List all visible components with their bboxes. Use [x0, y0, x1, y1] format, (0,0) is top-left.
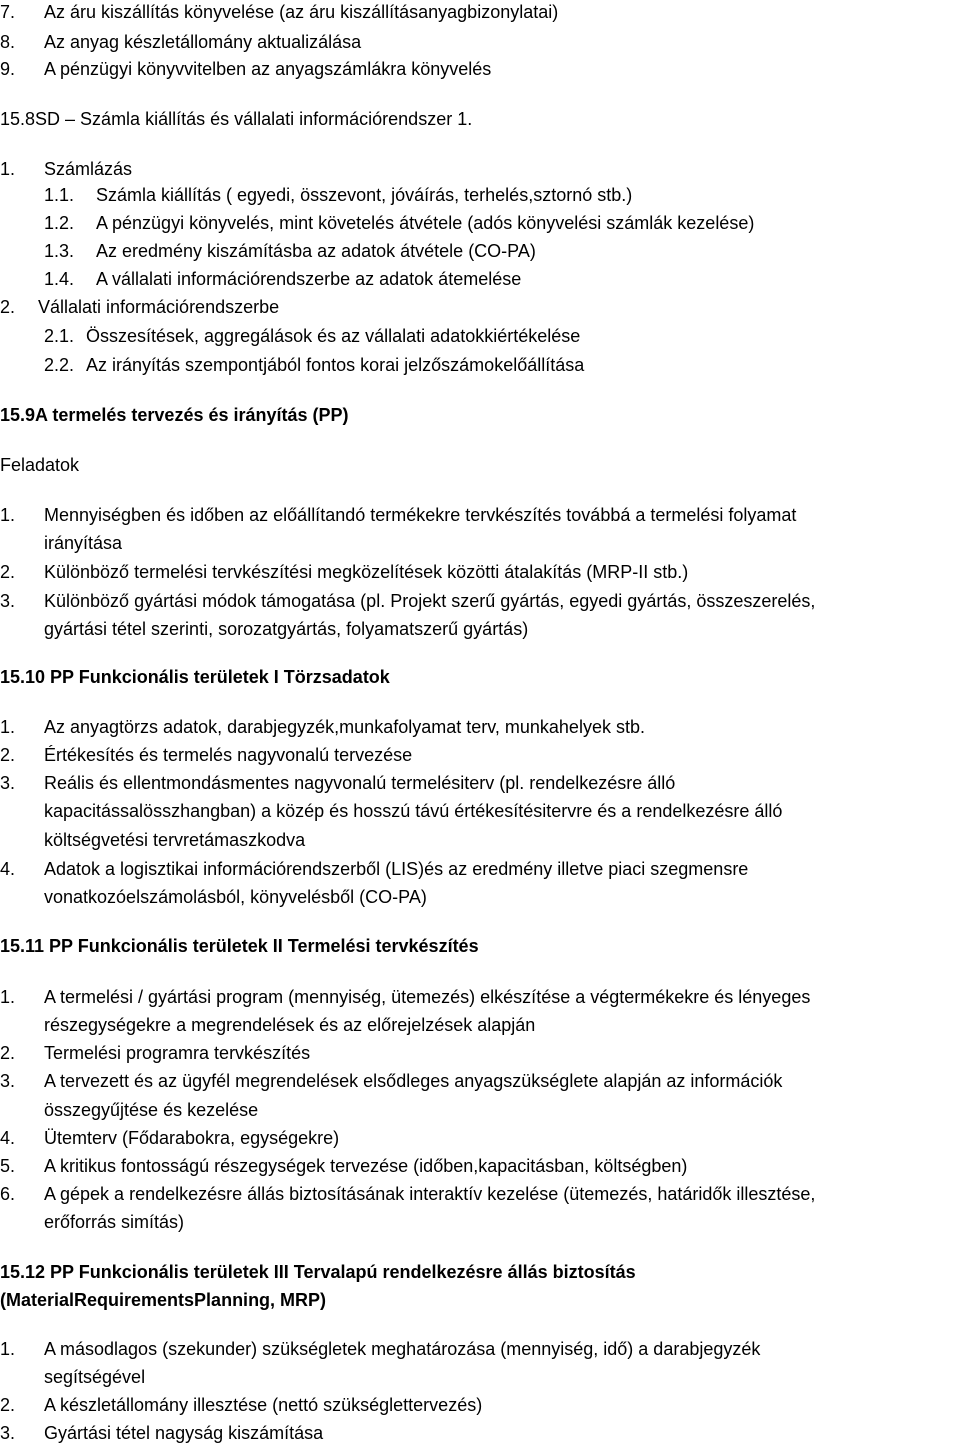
- list-item-text: A pénzügyi könyvelés, mint követelés átvétele (adós könyvelési számlák kezelése): [96, 213, 755, 233]
- list-item-number: 4.: [0, 859, 16, 879]
- list-item-text-cont: részegységekre a megrendelések és az előrejelzések alapján: [44, 1015, 536, 1035]
- list-item-number: 1.: [0, 717, 16, 737]
- list-item-number: 1.: [0, 505, 16, 525]
- section-heading: 15.8SD – Számla kiállítás és vállalati információrendszer 1.: [0, 109, 473, 129]
- list-item-text: Számlázás: [44, 159, 133, 179]
- list-item-number: 1.: [0, 987, 16, 1007]
- list-item-number: 6.: [0, 1184, 16, 1204]
- list-item-number: 8.: [0, 32, 16, 52]
- list-item-number: 2.: [0, 1043, 16, 1063]
- list-item-text: A termelési / gyártási program (mennyiség, ütemezés) elkészítése a végtermékekre és lényeges: [44, 987, 811, 1007]
- list-item-text: Az anyag készletállomány aktualizálása: [44, 32, 362, 52]
- list-item-text: A vállalati információrendszerbe az adatok átemelése: [96, 269, 522, 289]
- list-item-text-cont: vonatkozóelszámolásból, könyvelésből (CO-PA): [44, 887, 427, 907]
- list-item-number: 2.: [0, 745, 16, 765]
- list-item-number: 2.: [0, 562, 16, 582]
- list-item-number: 1.4.: [44, 269, 75, 289]
- list-item-text: A készletállomány illesztése (nettó szükséglettervezés): [44, 1395, 483, 1415]
- list-item-number: 3.: [0, 591, 16, 611]
- list-item-text: Különböző gyártási módok támogatása (pl. Projekt szerű gyártás, egyedi gyártás, összeszerelés,: [44, 591, 816, 611]
- list-item-text: A kritikus fontosságú részegységek tervezése (időben,kapacitásban, költségben): [44, 1156, 688, 1176]
- list-item-text: Az eredmény kiszámításba az adatok átvétele (CO-PA): [96, 241, 536, 261]
- list-item-number: 1.3.: [44, 241, 75, 261]
- list-item-text-cont: erőforrás simítás): [44, 1212, 185, 1232]
- list-item-number: 9.: [0, 59, 16, 79]
- list-item-text: A másodlagos (szekunder) szükségletek meghatározása (mennyiség, idő) a darabjegyzék: [44, 1339, 761, 1359]
- list-item-text: Számla kiállítás ( egyedi, összevont, jóváírás, terhelés,sztornó stb.): [96, 185, 633, 205]
- list-item-text: A pénzügyi könyvvitelben az anyagszámlákra könyvelés: [44, 59, 492, 79]
- list-item-number: 3.: [0, 773, 16, 793]
- list-item-text: Mennyiségben és időben az előállítandó termékekre tervkészítés továbbá a termelési folyamat: [44, 505, 797, 525]
- list-item-number: 4.: [0, 1128, 16, 1148]
- list-item-text: Az irányítás szempontjából fontos korai jelzőszámokelőállítása: [86, 355, 585, 375]
- list-item-text: Termelési programra tervkészítés: [44, 1043, 311, 1063]
- list-item-text-cont: kapacitássalösszhangban) a közép és hosszú távú értékesítésitervre és a rendelkezésre álló: [44, 801, 783, 821]
- list-item-number: 2.: [0, 1395, 16, 1415]
- list-item-text: Különböző termelési tervkészítési megközelítések közötti átalakítás (MRP-II stb.): [44, 562, 689, 582]
- list-item-text: A gépek a rendelkezésre állás biztosításának interaktív kezelése (ütemezés, határidők illesztése,: [44, 1184, 816, 1204]
- section-heading: 15.10 PP Funkcionális területek I Törzsadatok: [0, 667, 390, 687]
- section-heading: 15.11 PP Funkcionális területek II Termelési tervkészítés: [0, 936, 479, 956]
- list-item-number: 2.2.: [44, 355, 75, 375]
- list-item-text-cont: összegyűjtése és kezelése: [44, 1100, 259, 1120]
- list-item-number: 7.: [0, 2, 16, 22]
- list-item-text: Reális és ellentmondásmentes nagyvonalú termelésiterv (pl. rendelkezésre álló: [44, 773, 676, 793]
- list-item-text-cont: irányítása: [44, 533, 123, 553]
- list-item-text: Az áru kiszállítás könyvelése (az áru kiszállításanyagbizonylatai): [44, 2, 559, 22]
- list-item-number: 5.: [0, 1156, 16, 1176]
- list-item-text: Összesítések, aggregálások és az vállalati adatokkiértékelése: [86, 326, 581, 346]
- list-item-number: 1.: [0, 159, 16, 179]
- section-subheading: Feladatok: [0, 455, 80, 475]
- section-heading: 15.12 PP Funkcionális területek III Tervalapú rendelkezésre állás biztosítás: [0, 1262, 636, 1282]
- list-item-number: 1.2.: [44, 213, 75, 233]
- list-item-number: 3.: [0, 1071, 16, 1091]
- list-item-text: A tervezett és az ügyfél megrendelések elsődleges anyagszükséglete alapján az információk: [44, 1071, 783, 1091]
- list-item-text-cont: segítségével: [44, 1367, 146, 1387]
- list-item-number: 2.1.: [44, 326, 75, 346]
- section-heading-cont: (MaterialRequirementsPlanning, MRP): [0, 1290, 327, 1310]
- list-item-number: 3.: [0, 1423, 16, 1443]
- list-item-number: 2.: [0, 297, 16, 317]
- list-item-text: Vállalati információrendszerbe: [38, 297, 280, 317]
- section-heading: 15.9A termelés tervezés és irányítás (PP): [0, 405, 349, 425]
- list-item-text-cont: költségvetési tervretámaszkodva: [44, 830, 306, 850]
- list-item-text: Az anyagtörzs adatok, darabjegyzék,munkafolyamat terv, munkahelyek stb.: [44, 717, 645, 737]
- list-item-text: Adatok a logisztikai információrendszerből (LIS)és az eredmény illetve piaci szegmensre: [44, 859, 749, 879]
- list-item-text-cont: gyártási tétel szerinti, sorozatgyártás, folyamatszerű gyártás): [44, 619, 529, 639]
- list-item-text: Értékesítés és termelés nagyvonalú tervezése: [44, 745, 413, 765]
- list-item-number: 1.: [0, 1339, 16, 1359]
- list-item-text: Ütemterv (Fődarabokra, egységekre): [44, 1128, 340, 1148]
- list-item-number: 1.1.: [44, 185, 75, 205]
- list-item-text: Gyártási tétel nagyság kiszámítása: [44, 1423, 324, 1443]
